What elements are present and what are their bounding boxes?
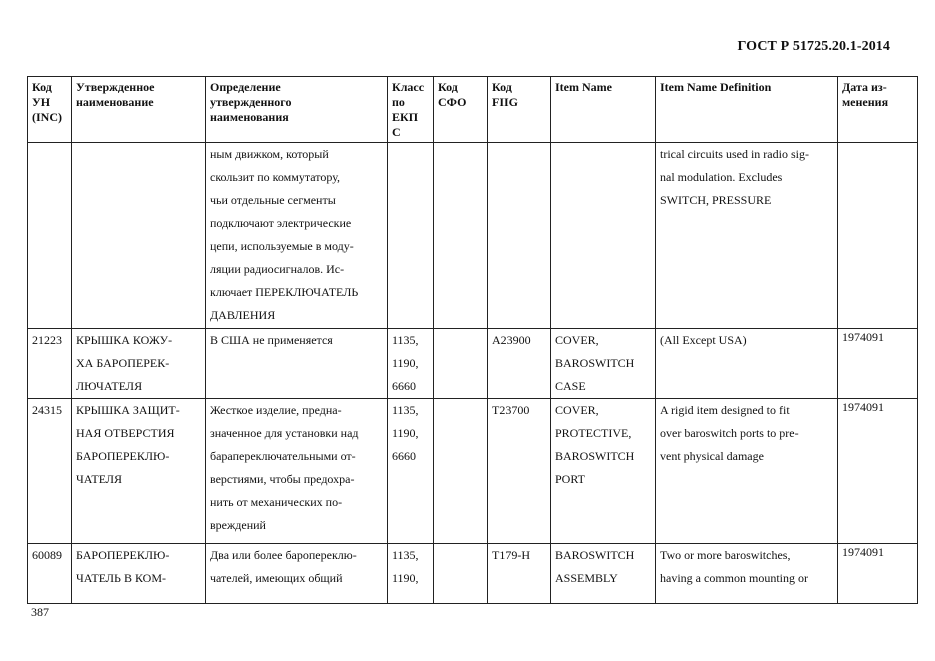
cell-line: T179-H: [492, 548, 530, 562]
sfo-code-cell: [434, 544, 488, 604]
cell-line: БАРОПЕРЕКЛЮ-: [76, 548, 170, 562]
cell-line: CASE: [555, 379, 586, 393]
item-name-definition-cell: [656, 399, 838, 544]
approved-name-cell: [72, 544, 206, 604]
cell-line: ASSEMBLY: [555, 571, 618, 585]
ekps-class-cell: [388, 143, 434, 329]
item-name-cell: [551, 329, 656, 399]
change-date-cell: [838, 544, 918, 604]
cell-line: 1135,: [392, 333, 419, 347]
definition-cell: [206, 143, 388, 329]
table-row: [28, 329, 918, 399]
header-line: Код: [438, 80, 458, 94]
cell-line: over baroswitch ports to pre-: [660, 426, 799, 440]
cell-line: SWITCH, PRESSURE: [660, 193, 772, 207]
cell-line: В США не применяется: [210, 333, 333, 347]
table-row: [28, 544, 918, 604]
sfo-code-cell: [434, 143, 488, 329]
cell-line: ключает ПЕРЕКЛЮЧАТЕЛЬ: [210, 285, 359, 299]
cell-line: вреждений: [210, 518, 266, 532]
fiig-code-cell: [488, 544, 551, 604]
item-name-cell: [551, 544, 656, 604]
definition-cell: [206, 399, 388, 544]
cell-line: BAROSWITCH: [555, 356, 635, 370]
definition-cell: [206, 544, 388, 604]
col-item-name-header: [551, 77, 656, 143]
cell-line: trical circuits used in radio sig-: [660, 147, 809, 161]
cell-line: цепи, используемые в моду-: [210, 239, 354, 253]
cell-line: НАЯ ОТВЕРСТИЯ: [76, 426, 175, 440]
header-line: наименования: [210, 110, 289, 124]
cell-line: нить от механических по-: [210, 495, 343, 509]
cell-line: T23700: [492, 403, 530, 417]
item-name-definition-cell: [656, 143, 838, 329]
cell-line: A rigid item designed to fit: [660, 403, 790, 417]
page-number: 387: [31, 605, 49, 619]
header-line: ЕКП: [392, 110, 419, 124]
cell-line: COVER,: [555, 333, 599, 347]
definition-cell: [206, 329, 388, 399]
cell-line: чьи отдельные сегменты: [210, 193, 336, 207]
header-line: Код: [32, 80, 52, 94]
cell-line: 24315: [32, 403, 62, 417]
change-date-cell: [838, 329, 918, 399]
cell-line: Два или более баропереклю-: [210, 548, 357, 562]
table-row: [28, 143, 918, 329]
cell-line: 1190,: [392, 571, 419, 585]
cell-line: 6660: [392, 449, 416, 463]
cell-line: ным движком, который: [210, 147, 329, 161]
col-item-name-definition-header: [656, 77, 838, 143]
cell-line: 21223: [32, 333, 62, 347]
col-approved-name-header: [72, 77, 206, 143]
col-change-date-header: [838, 77, 918, 143]
cell-line: значенное для установки над: [210, 426, 359, 440]
sfo-code-cell: [434, 329, 488, 399]
ekps-class-cell: [388, 329, 434, 399]
cell-line: 1135,: [392, 548, 419, 562]
item-name-definition-cell: [656, 329, 838, 399]
header-line: утвержденного: [210, 95, 292, 109]
cell-line: Two or more baroswitches,: [660, 548, 791, 562]
cell-line: ЛЮЧАТЕЛЯ: [76, 379, 143, 393]
header-line: УН: [32, 95, 51, 109]
header-line: менения: [842, 95, 889, 109]
col-inc-code-header: [28, 77, 72, 143]
cell-line: ЧАТЕЛЯ: [76, 472, 123, 486]
table-row: [28, 399, 918, 544]
cell-line: верстиями, чтобы предохра-: [210, 472, 355, 486]
gost-data-table: [27, 76, 918, 604]
approved-name-cell: [72, 329, 206, 399]
header-line: СФО: [438, 95, 467, 109]
cell-line: 60089: [32, 548, 62, 562]
change-date-cell: [838, 399, 918, 544]
approved-name-cell: [72, 399, 206, 544]
header-line: Утвержденное: [76, 80, 155, 94]
cell-line: КРЫШКА ЗАЩИТ-: [76, 403, 180, 417]
cell-line: BAROSWITCH: [555, 548, 635, 562]
cell-line: скользит по коммутатору,: [210, 170, 340, 184]
cell-line: (All Except USA): [660, 333, 747, 347]
cell-line: nal modulation. Excludes: [660, 170, 783, 184]
cell-line: ДАВЛЕНИЯ: [210, 308, 276, 322]
cell-line: подключают электрические: [210, 216, 352, 230]
cell-line: 6660: [392, 379, 416, 393]
cell-line: ЧАТЕЛЬ В КОМ-: [76, 571, 166, 585]
item-name-definition-cell: [656, 544, 838, 604]
header-line: Дата из-: [842, 80, 887, 94]
cell-line: 1190,: [392, 426, 419, 440]
cell-line: COVER,: [555, 403, 599, 417]
change-date-cell: [838, 143, 918, 329]
item-name-cell: [551, 399, 656, 544]
cell-line: A23900: [492, 333, 531, 347]
cell-line: БАРОПЕРЕКЛЮ-: [76, 449, 170, 463]
header-line: наименование: [76, 95, 154, 109]
cell-line: BAROSWITCH: [555, 449, 635, 463]
cell-line: 1190,: [392, 356, 419, 370]
cell-line: барапереключательными от-: [210, 449, 356, 463]
cell-line: PROTECTIVE,: [555, 426, 632, 440]
cell-line: vent physical damage: [660, 449, 764, 463]
inc-code-cell: [28, 329, 72, 399]
header-line: Определение: [210, 80, 281, 94]
cell-line: ляции радиосигналов. Ис-: [210, 262, 345, 276]
col-definition-header: [206, 77, 388, 143]
header-line: Код: [492, 80, 512, 94]
cell-line: Жесткое изделие, предна-: [210, 403, 342, 417]
ekps-class-cell: [388, 544, 434, 604]
cell-line: 1974091: [842, 400, 884, 414]
col-ekps-class-header: [388, 77, 434, 143]
table-header: [28, 77, 918, 143]
fiig-code-cell: [488, 329, 551, 399]
inc-code-cell: [28, 544, 72, 604]
header-line: по: [392, 95, 405, 109]
item-name-cell: [551, 143, 656, 329]
inc-code-cell: [28, 143, 72, 329]
cell-line: having a common mounting or: [660, 571, 808, 585]
col-sfo-code-header: [434, 77, 488, 143]
cell-line: 1974091: [842, 330, 884, 344]
sfo-code-cell: [434, 399, 488, 544]
approved-name-cell: [72, 143, 206, 329]
header-line: С: [392, 125, 401, 139]
cell-line: КРЫШКА КОЖУ-: [76, 333, 173, 347]
header-line: Item Name Definition: [660, 80, 772, 94]
inc-code-cell: [28, 399, 72, 544]
cell-line: 1135,: [392, 403, 419, 417]
fiig-code-cell: [488, 399, 551, 544]
col-fiig-code-header: [488, 77, 551, 143]
header-line: (INC): [32, 110, 62, 124]
cell-line: ХА БАРОПЕРЕК-: [76, 356, 170, 370]
cell-line: 1974091: [842, 545, 884, 559]
header-line: Класс: [392, 80, 425, 94]
cell-line: PORT: [555, 472, 585, 486]
header-row: [28, 77, 918, 143]
table-body: [28, 143, 918, 604]
header-line: Item Name: [555, 80, 612, 94]
fiig-code-cell: [488, 143, 551, 329]
document-code: ГОСТ Р 51725.20.1-2014: [737, 39, 890, 54]
ekps-class-cell: [388, 399, 434, 544]
header-line: FIIG: [492, 95, 519, 109]
cell-line: чателей, имеющих общий: [210, 571, 343, 585]
